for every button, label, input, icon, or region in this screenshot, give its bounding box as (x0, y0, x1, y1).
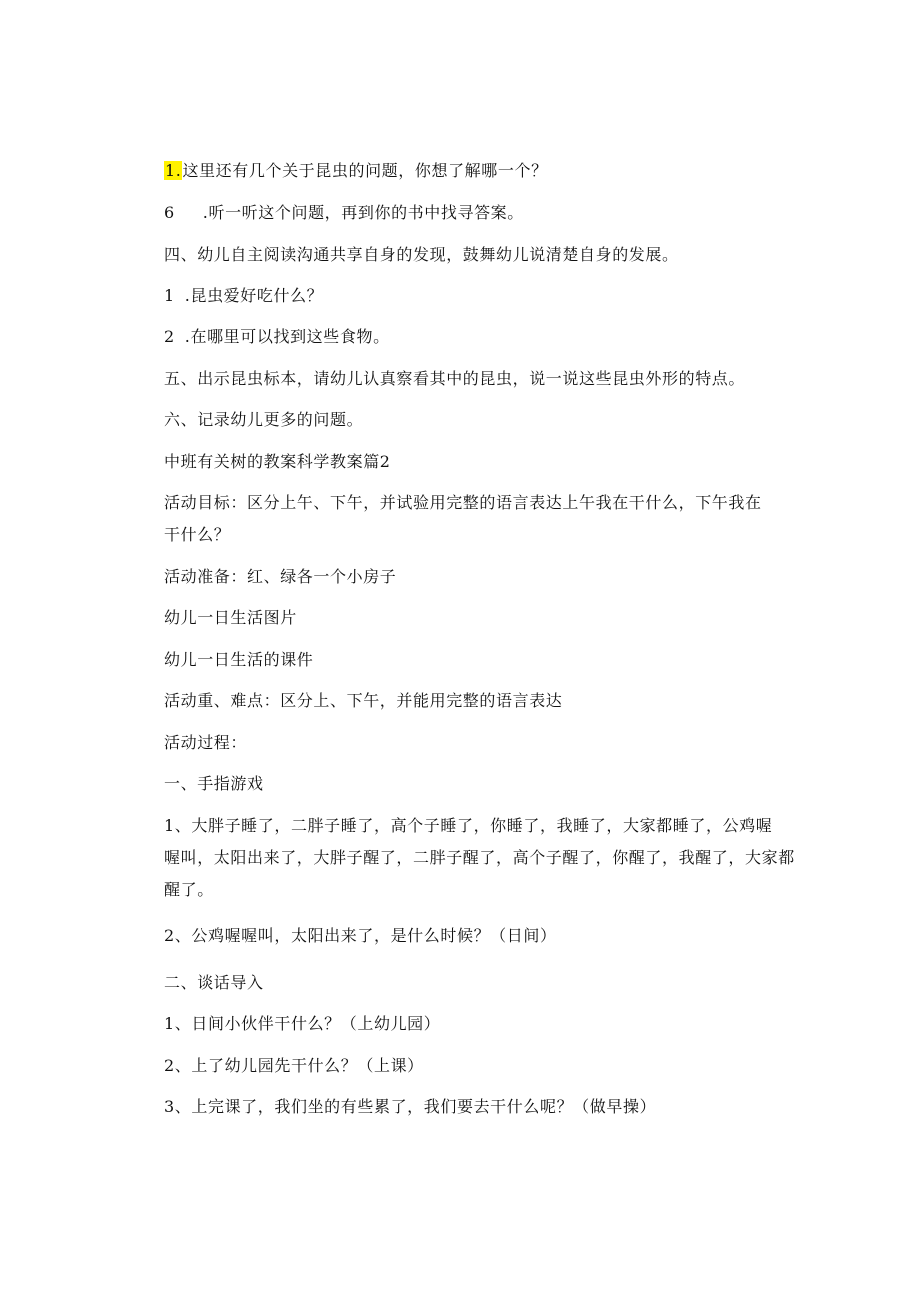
section-talk-intro: 二、谈话导入 (164, 973, 264, 992)
talk-item-3: 3、上完课了，我们坐的有些累了，我们要去干什么呢？（做早操） (164, 1097, 657, 1116)
list-item-question-intro (164, 161, 548, 181)
section-heading-4: 四、幼儿自主阅读沟通共享自身的发现，鼓舞幼儿说清楚自身的发展。 (164, 245, 679, 264)
game-text-line-1: 1、大胖子睡了，二胖子睡了，高个子睡了，你睡了，我睡了，大家都睡了，公鸡喔 (164, 816, 773, 835)
prep-item-courseware: 幼儿一日生活的课件 (164, 650, 314, 669)
prep-item-pictures: 幼儿一日生活图片 (164, 608, 297, 627)
talk-item-2: 2、上了幼儿园先干什么？（上课） (164, 1056, 424, 1075)
game-text-line-3: 醒了。 (164, 880, 214, 899)
activity-key-points: 活动重、难点：区分上、下午，并能用完整的语言表达 (164, 691, 563, 710)
game-text-line-2: 喔叫，太阳出来了，大胖子醒了，二胖子醒了，高个子醒了，你醒了，我醒了，大家都 (164, 848, 795, 867)
activity-goal-line-1: 活动目标：区分上午、下午，并试验用完整的语言表达上午我在干什么，下午我在 (164, 493, 762, 512)
line-text: 这里还有几个关于昆虫的问题，你想了解哪一个？ (182, 161, 548, 180)
highlighted-number: 1. (165, 161, 182, 180)
line-text: .在哪里可以找到这些食物。 (184, 327, 390, 346)
line-text: .昆虫爱好吃什么？ (184, 286, 324, 305)
activity-goal-line-2: 干什么？ (164, 525, 231, 544)
item-number: 1 (164, 286, 175, 305)
lesson-title: 中班有关树的教案科学教案篇2 (164, 452, 391, 471)
game-question: 2、公鸡喔喔叫，太阳出来了，是什么时候？（日间） (164, 926, 557, 945)
list-item-listen (164, 203, 524, 223)
line-text: .听一听这个问题，再到你的书中找寻答案。 (202, 203, 524, 222)
section-finger-game: 一、手指游戏 (164, 774, 264, 793)
item-number: 2 (164, 327, 175, 346)
item-number: 6 (164, 203, 175, 222)
activity-prep: 活动准备：红、绿各一个小房子 (164, 567, 397, 586)
list-item-where (164, 327, 390, 347)
section-heading-6: 六、记录幼儿更多的问题。 (164, 410, 364, 429)
talk-item-1: 1、日间小伙伴干什么？（上幼儿园） (164, 1014, 441, 1033)
section-heading-5: 五、出示昆虫标本，请幼儿认真察看其中的昆虫，说一说这些昆虫外形的特点。 (164, 369, 746, 388)
activity-process: 活动过程： (164, 733, 248, 752)
list-item-food (164, 286, 323, 306)
